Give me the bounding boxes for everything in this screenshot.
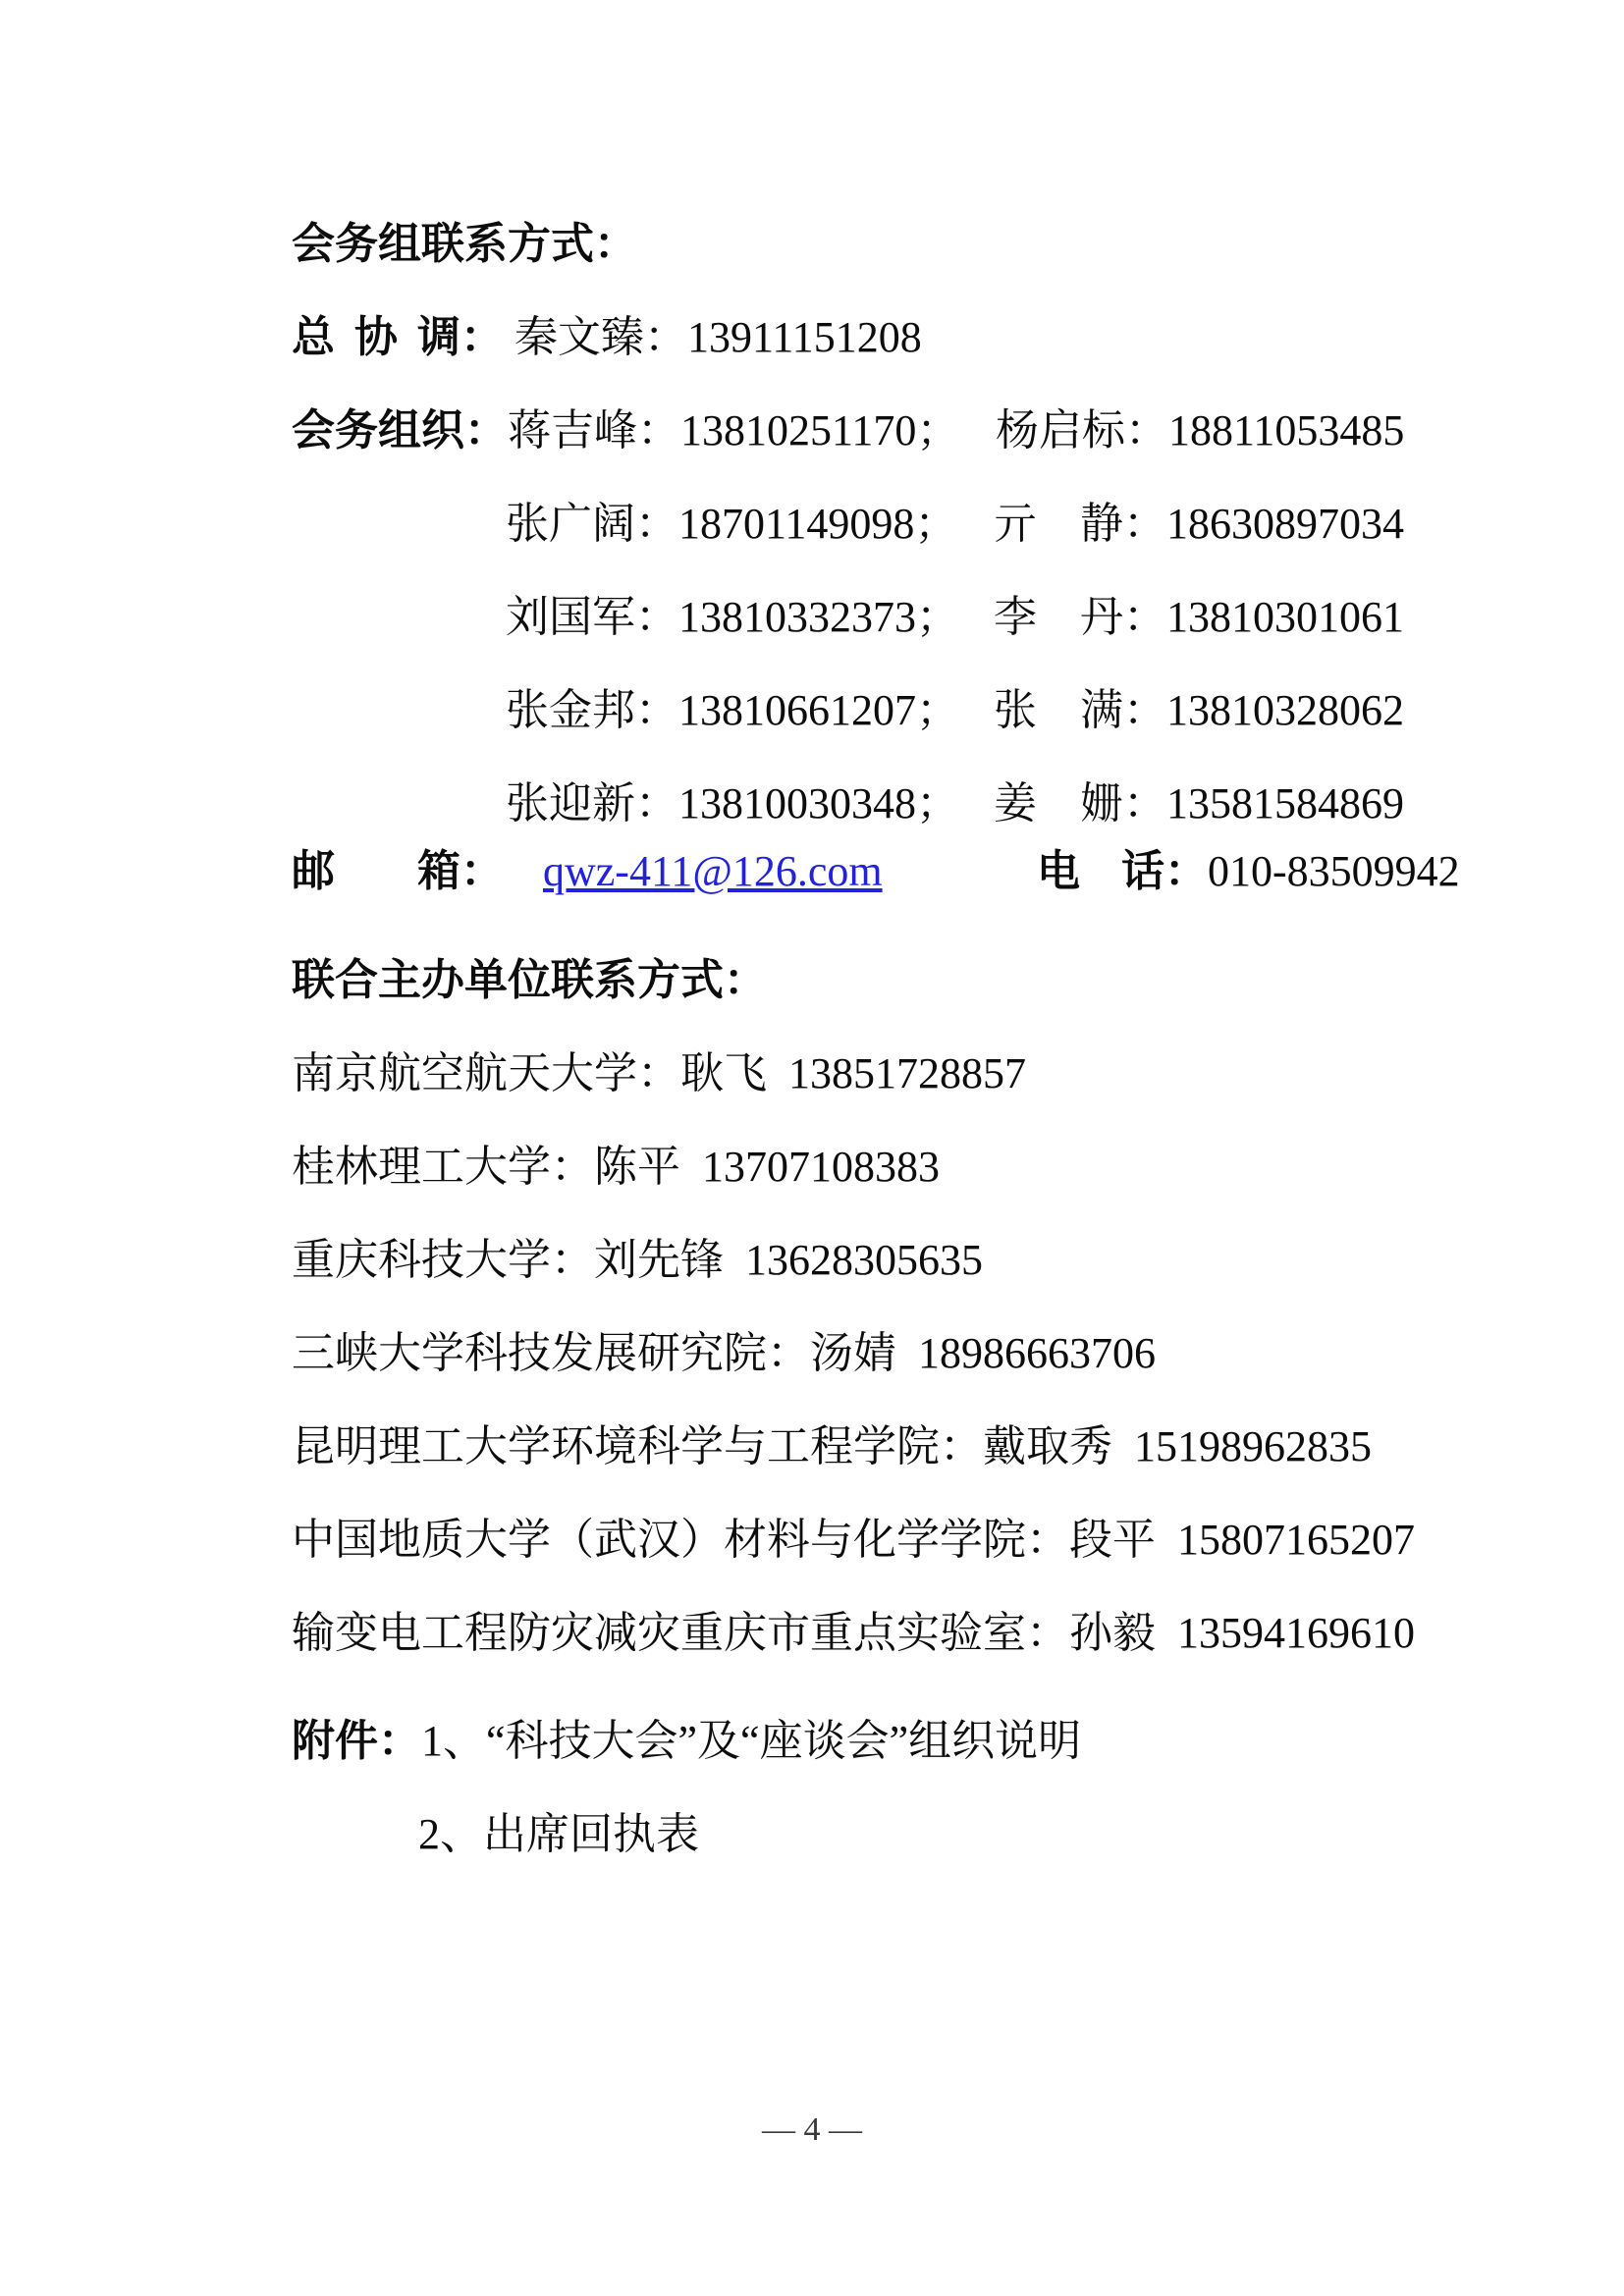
contact-pair-left: 张迎新：13810030348； [506,779,959,828]
contact-pair-right: 亓 静：18630897034 [994,500,1404,548]
committee-heading: 会务组联系方式： [292,220,637,268]
coordinator-label-colon: ： [460,313,504,361]
page-number: — 4 — [762,2111,862,2148]
cohost-item: 输变电工程防灾减灾重庆市重点实验室：孙毅 13594169610 [292,1609,1415,1657]
email-link[interactable]: qwz-411@126.com [543,847,883,895]
cohost-item: 昆明理工大学环境科学与工程学院：戴取秀 15198962835 [292,1422,1372,1470]
organizer-row [292,664,1467,757]
email-cell [504,825,1037,918]
phone-value: 010-83509942 [1208,847,1460,895]
organizer-label: 会务组织： [292,406,508,454]
cohost-item: 三峡大学科技发展研究院：汤婧 18986663706 [292,1329,1156,1377]
organizer-row [292,384,1467,477]
cohosts-heading: 联合主办单位联系方式： [292,956,767,1004]
phone-label-colon: ： [1164,847,1208,895]
organizer-row [292,570,1467,664]
email-label: 邮箱 [292,847,460,895]
contact-pair-right: 姜 姗：13581584869 [994,779,1404,828]
coordinator-label: 总协调 [292,313,460,361]
contact-pair-right: 杨启标：18811053485 [996,406,1405,454]
coordinator-row [292,291,1467,384]
attachment-item: 2、出席回执表 [418,1810,699,1858]
cohost-item: 桂林理工大学：陈平 13707108383 [292,1143,940,1191]
attachment-item: 1、“科技大会”及“座谈会”组织说明 [421,1717,1082,1765]
coordinator-value: 秦文臻：13911151208 [514,313,922,361]
contact-pair-left: 蒋吉峰：13810251170； [508,406,960,454]
contact-pair-left: 张金邦：13810661207； [506,686,959,734]
attachments-label: 附件： [292,1717,421,1765]
contact-pair-left: 刘国军：13810332373； [506,593,959,641]
contact-pair-right: 李 丹：13810301061 [994,593,1404,641]
phone-label: 电话 [1037,847,1164,895]
contact-pair-right: 张 满：13810328062 [994,686,1404,734]
cohost-item: 南京航空航天大学：耿飞 13851728857 [292,1049,1026,1097]
cohost-item: 中国地质大学（武汉）材料与化学学院：段平 15807165207 [292,1516,1415,1564]
organizer-row [292,477,1467,570]
cohost-item: 重庆科技大学：刘先锋 13628305635 [292,1236,983,1284]
email-phone-row [292,825,1467,918]
contact-pair-left: 张广阔：18701149098； [506,500,958,548]
attachments-row [292,1694,1467,1788]
email-label-colon: ： [460,847,504,895]
